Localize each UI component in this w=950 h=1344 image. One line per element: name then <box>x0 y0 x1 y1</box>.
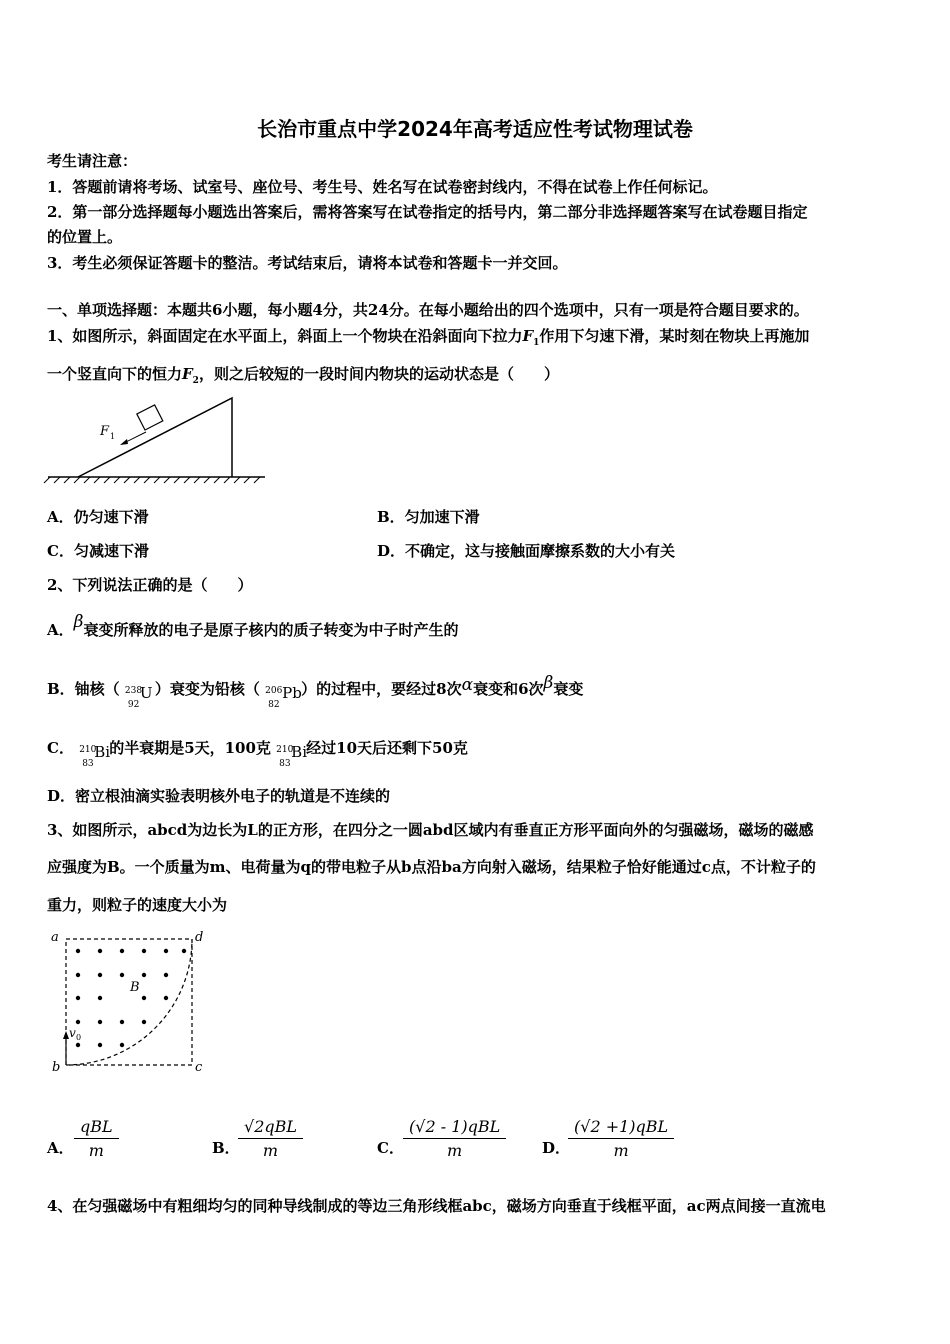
svg-text:c: c <box>195 1060 203 1075</box>
q2-stem: 2、下列说法正确的是（ ） <box>47 576 253 594</box>
bismuth-nuclide-2: 210 83 Bi <box>276 743 307 769</box>
q1-option-c[interactable]: C．匀减速下滑 <box>47 542 149 560</box>
svg-text:a: a <box>51 930 59 945</box>
q3-option-d-label[interactable]: D． <box>542 1139 571 1157</box>
q3-option-b-label[interactable]: B． <box>212 1139 240 1157</box>
notice-item-1: 1．答题前请将考场、试室号、座位号、考生号、姓名写在试卷密封线内，不得在试卷上作任何标记。 <box>47 178 718 196</box>
svg-text:1: 1 <box>110 432 116 441</box>
q3-stem-line3: 重力，则粒子的速度大小为 <box>47 896 228 914</box>
svg-text:v: v <box>69 1026 76 1040</box>
notice-item-3: 3．考生必须保证答题卡的整洁。考试结束后，请将本试卷和答题卡一并交回。 <box>47 254 568 272</box>
section-heading: 一、单项选择题：本题共6小题，每小题4分，共24分。在每小题给出的四个选项中，只有一项是符合题目要求的。 <box>47 301 809 319</box>
notice-item-2: 2．第一部分选择题每小题选出答案后，需将答案写在试卷指定的括号内，第二部分非选择题答案写在试卷题目指定 <box>47 203 808 221</box>
bismuth-nuclide: 210 83 Bi <box>79 743 111 769</box>
q4-stem-line1: 4、在匀强磁场中有粗细均匀的同种导线制成的等边三角形线框abc，磁场方向垂直于线框平面，ac两点间接一直流电 <box>47 1197 826 1215</box>
uranium-nuclide: 238 92 U <box>124 684 153 710</box>
q2-option-c[interactable]: C． 210 83 Bi 的半衰期是5天，100克 210 83 Bi 经过10天后还剩下50克 <box>47 734 468 762</box>
incline-figure <box>40 392 270 487</box>
q1-stem-line1: 1、如图所示，斜面固定在水平面上，斜面上一个物块在沿斜面向下拉力$F_1$作用下匀速下滑，某时刻在物块上再施加 <box>47 327 810 348</box>
q3-stem-line2: 应强度为B。一个质量为m、电荷量为q的带电粒子从b点沿ba方向射入磁场，结果粒子恰好能通过c点，不计粒子的 <box>47 858 816 876</box>
q3-stem-line1: 3、如图所示，abcd为边长为L的正方形，在四分之一圆abd区域内有垂直正方形平面向外的匀强磁场，磁场的磁感 <box>47 821 814 839</box>
q3-option-c-formula[interactable]: (√2 - 1)qBL m <box>403 1117 506 1160</box>
lead-nuclide: 206 82 Pb <box>265 684 302 710</box>
q2-option-b[interactable]: B．铀核（ 238 92 U ）衰变为铅核（ 206 82 Pb ）的过程中，要经过8次α衰变和6次β衰变 <box>47 673 584 710</box>
magnetic-field-figure <box>44 925 214 1075</box>
q3-option-a-label[interactable]: A． <box>47 1139 74 1157</box>
svg-text:F: F <box>100 424 110 439</box>
q2-option-a[interactable]: A．β衰变所释放的电子是原子核内的质子转变为中子时产生的 <box>47 612 459 639</box>
q1-option-b[interactable]: B．匀加速下滑 <box>377 508 480 526</box>
q1-option-d[interactable]: D．不确定，这与接触面摩擦系数的大小有关 <box>377 542 676 560</box>
notice-heading: 考生请注意： <box>47 152 138 170</box>
svg-text:d: d <box>195 930 204 945</box>
svg-text:b: b <box>52 1060 61 1075</box>
q1-option-a[interactable]: A．仍匀速下滑 <box>47 508 149 526</box>
notice-item-2-cont: 的位置上。 <box>47 228 123 246</box>
q1-stem-line2: 一个竖直向下的恒力$F_2$，则之后较短的一段时间内物块的运动状态是（ ） <box>47 365 559 386</box>
q3-option-d-formula[interactable]: (√2 +1)qBL m <box>568 1117 674 1160</box>
q2-option-d[interactable]: D．密立根油滴实验表明核外电子的轨道是不连续的 <box>47 787 391 805</box>
q3-option-a-formula[interactable]: qBL m <box>74 1117 119 1160</box>
q3-option-c-label[interactable]: C． <box>377 1139 404 1157</box>
svg-text:0: 0 <box>76 1033 82 1042</box>
svg-text:B: B <box>130 980 140 995</box>
q3-option-b-formula[interactable]: √2qBL m <box>238 1117 303 1160</box>
page-title: 长治市重点中学2024年高考适应性考试物理试卷 <box>257 117 693 141</box>
